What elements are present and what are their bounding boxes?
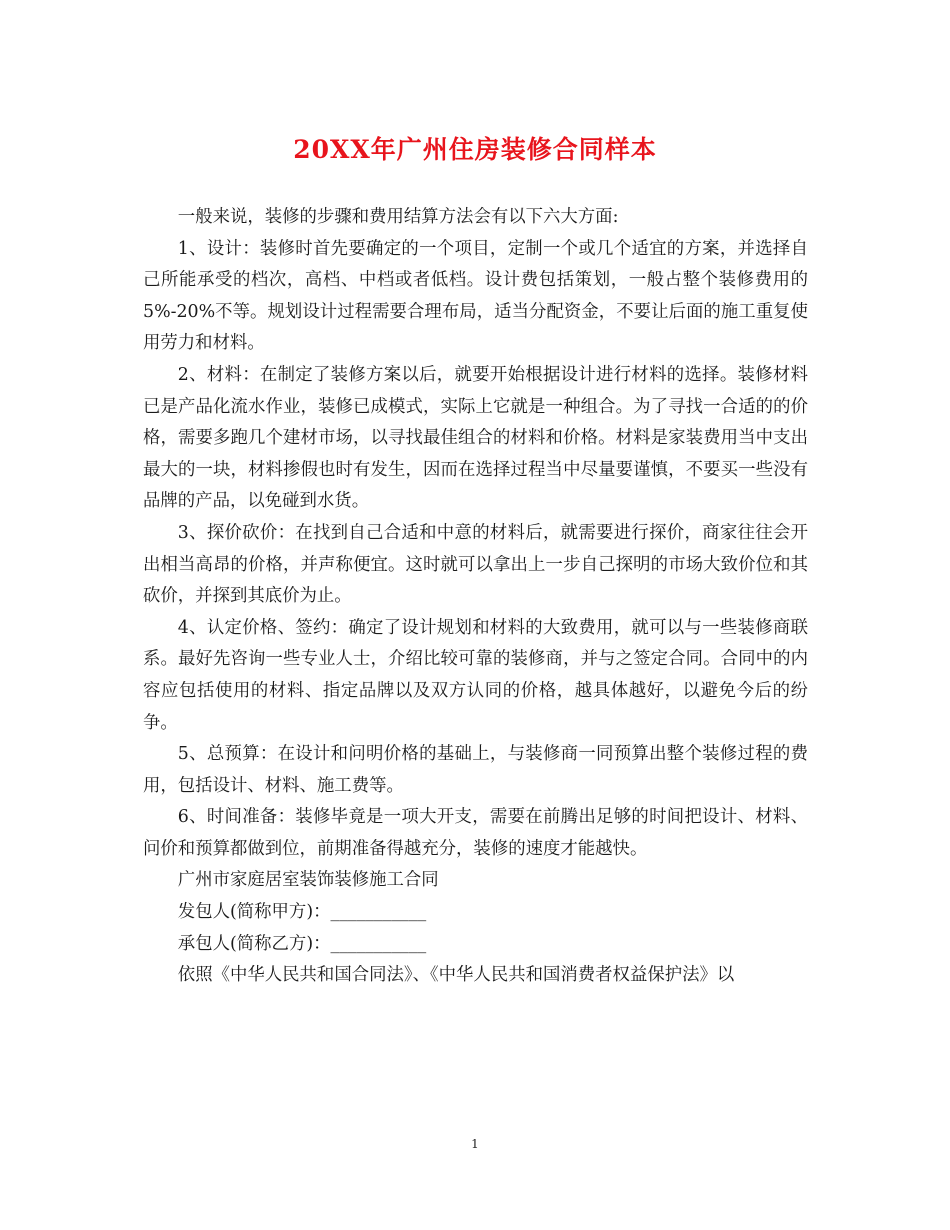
- paragraph-design: 1、设计：装修时首先要确定的一个项目，定制一个或几个适宜的方案，并选择自己所能承受的档次，高档、中档或者低档。设计费包括策划，一般占整个装修费用的5%-20%不等。规划设计过程需要合理布局，适当分配资金，不要让后面的施工重复使用劳力和材料。: [143, 238, 808, 354]
- party-b-line: 承包人(简称乙方)：___________: [177, 933, 427, 954]
- party-a-line: 发包人(简称甲方)：___________: [177, 902, 427, 923]
- contract-heading: 广州市家庭居室装饰装修施工合同: [177, 870, 439, 891]
- paragraph-legal-basis: 依照《中华人民共和国合同法》、《中华人民共和国消费者权益保护法》以: [177, 965, 735, 986]
- document-body: [143, 202, 808, 992]
- paragraph-materials: 2、材料：在制定了装修方案以后，就要开始根据设计进行材料的选择。装修材料已是产品化流水作业，装修已成模式，实际上它就是一种组合。为了寻找一合适的的价格，需要多跑几个建材市场，以寻找最佳组合的材料和价格。材料是家装费用当中支出最大的一块，材料掺假也时有发生，因而在选择过程当中尽量要谨慎，不要买一些没有品牌的产品，以免碰到水货。: [143, 364, 808, 512]
- paragraph-signing: 4、认定价格、签约：确定了设计规划和材料的大致费用，就可以与一些装修商联系。最好先咨询一些专业人士，介绍比较可靠的装修商，并与之签定合同。合同中的内容应包括使用的材料、指定品牌以及双方认同的价格，越具体越好，以避免今后的纷争。: [143, 617, 808, 733]
- paragraph-price-negotiation: 3、探价砍价：在找到自己合适和中意的材料后，就需要进行探价，商家往往会开出相当高昂的价格，并声称便宜。这时就可以拿出上一步自己探明的市场大致价位和其砍价，并探到其底价为止。: [143, 522, 808, 607]
- paragraph-time-preparation: 6、时间准备：装修毕竟是一项大开支，需要在前腾出足够的时间把设计、材料、问价和预算都做到位，前期准备得越充分，装修的速度才能越快。: [143, 807, 808, 859]
- paragraph-intro: 一般来说，装修的步骤和费用结算方法会有以下六大方面:: [177, 207, 619, 227]
- paragraph-budget: 5、总预算：在设计和问明价格的基础上，与装修商一同预算出整个装修过程的费用，包括设计、材料、施工费等。: [143, 744, 808, 796]
- document-title: 20XX年广州住房装修合同样本: [293, 135, 657, 164]
- page-number: 1: [471, 1137, 479, 1151]
